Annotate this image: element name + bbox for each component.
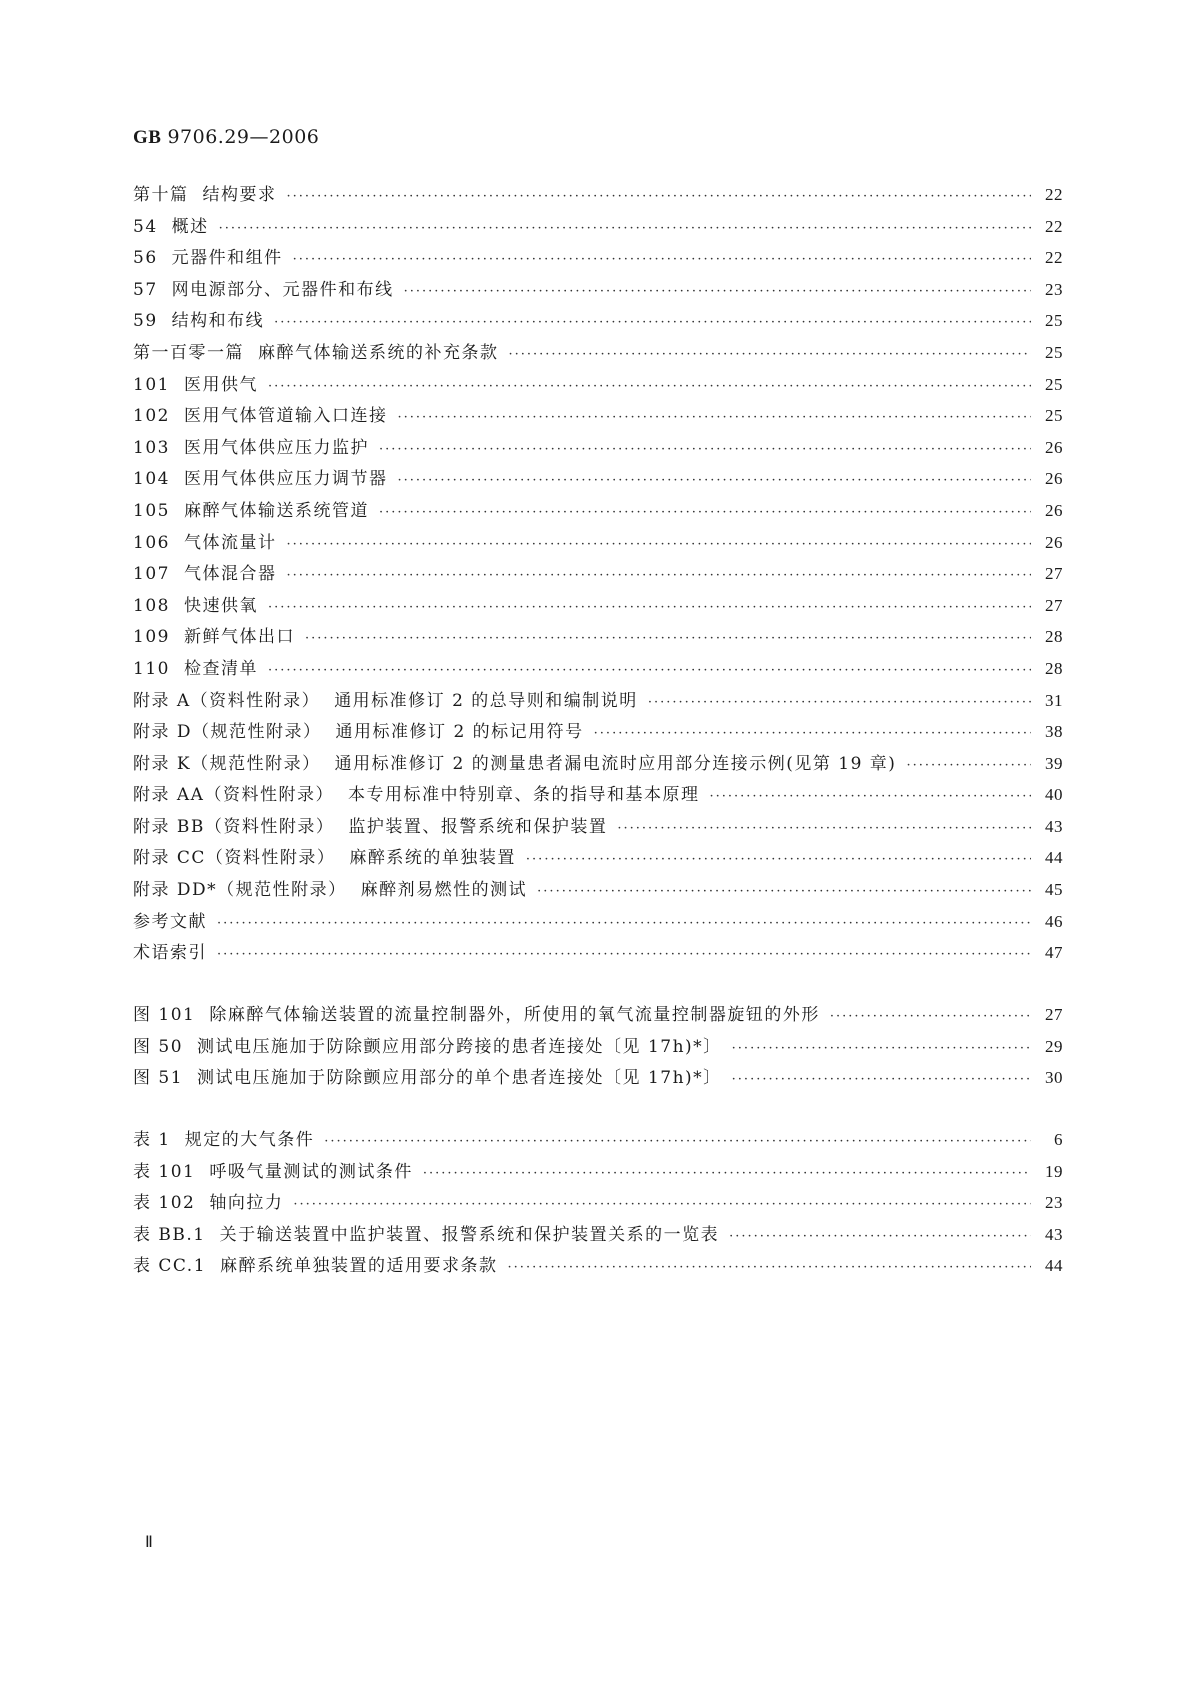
toc-entry-page: 27 bbox=[1045, 564, 1063, 584]
toc-entry-page: 25 bbox=[1045, 311, 1063, 331]
toc-entry-title: 麻醉气体输送系统管道 bbox=[183, 500, 369, 521]
toc-entry[interactable] bbox=[133, 591, 1063, 623]
toc-entry-page: 19 bbox=[1045, 1161, 1063, 1181]
leader-dots bbox=[404, 284, 1031, 299]
toc-entry-page: 27 bbox=[1045, 1005, 1063, 1024]
toc-entry-title: 麻醉气体输送系统的补充条款 bbox=[258, 342, 499, 363]
toc-entry-page: 44 bbox=[1045, 1256, 1063, 1276]
toc-entry-number: 表 CC.1 bbox=[133, 1256, 207, 1277]
toc-entry-number: 109 bbox=[133, 627, 170, 648]
toc-entry-title: 新鲜气体出口 bbox=[183, 627, 295, 648]
page-number-footer: Ⅱ bbox=[145, 1534, 153, 1551]
toc-entry-number: 105 bbox=[133, 500, 170, 521]
toc-entry-title: 概述 bbox=[171, 216, 209, 237]
toc-entry[interactable] bbox=[133, 1032, 1063, 1064]
leader-dots bbox=[537, 884, 1031, 899]
leader-dots bbox=[508, 1260, 1031, 1275]
toc-entry[interactable] bbox=[133, 370, 1063, 402]
toc-entry-page: 23 bbox=[1045, 1193, 1063, 1213]
toc-entry-title: 通用标准修订 2 的总导则和编制说明 bbox=[334, 690, 638, 711]
toc-entry-title: 除麻醉气体输送装置的流量控制器外，所使用的氧气流量控制器旋钮的外形 bbox=[209, 1005, 820, 1025]
toc-figures-list bbox=[133, 1000, 1063, 1095]
toc-entry-number: 附录 AA（资料性附录） bbox=[133, 785, 334, 806]
toc-entry[interactable] bbox=[133, 907, 1063, 939]
leader-dots bbox=[293, 252, 1031, 267]
toc-entry-title: 监护装置、报警系统和保护装置 bbox=[348, 816, 608, 837]
toc-entry-title: 本专用标准中特别章、条的指导和基本原理 bbox=[347, 785, 700, 806]
toc-entry[interactable] bbox=[133, 338, 1063, 370]
toc-entry-title: 术语索引 bbox=[133, 943, 207, 964]
leader-dots bbox=[268, 600, 1031, 615]
toc-entry[interactable] bbox=[133, 306, 1063, 338]
leader-dots bbox=[305, 631, 1031, 646]
toc-entry-title: 气体流量计 bbox=[183, 532, 277, 553]
toc-entry-number: 附录 DD*（规范性附录） bbox=[133, 880, 347, 901]
toc-entry-number: 附录 CC（资料性附录） bbox=[133, 848, 336, 869]
leader-dots bbox=[648, 695, 1031, 710]
toc-entry-page: 27 bbox=[1045, 595, 1063, 615]
toc-entry-page: 46 bbox=[1045, 911, 1063, 931]
leader-dots bbox=[286, 537, 1031, 552]
toc-entry-page: 43 bbox=[1045, 816, 1063, 836]
toc-entry[interactable] bbox=[133, 275, 1063, 307]
leader-dots bbox=[906, 758, 1031, 773]
toc-entry-title: 规定的大气条件 bbox=[184, 1130, 315, 1150]
toc-entry-title: 麻醉系统单独装置的适用要求条款 bbox=[220, 1256, 498, 1277]
toc-entry[interactable] bbox=[133, 875, 1063, 907]
toc-entry[interactable] bbox=[133, 1157, 1063, 1189]
leader-dots bbox=[397, 410, 1031, 425]
toc-entry-title: 医用气体供应压力调节器 bbox=[183, 469, 388, 490]
toc-entry-title: 测试电压施加于防除颤应用部分的单个患者连接处〔见 17h)*〕 bbox=[197, 1068, 722, 1089]
toc-entry[interactable] bbox=[133, 1188, 1063, 1220]
toc-entry-number: 101 bbox=[133, 374, 170, 395]
leader-dots bbox=[379, 442, 1031, 457]
toc-entry[interactable] bbox=[133, 212, 1063, 244]
toc-entry-page: 47 bbox=[1045, 943, 1063, 963]
toc-entry-page: 40 bbox=[1045, 785, 1063, 805]
leader-dots bbox=[268, 379, 1031, 394]
toc-entry[interactable] bbox=[133, 401, 1063, 433]
leader-dots bbox=[729, 1229, 1031, 1244]
toc-entry-page: 6 bbox=[1054, 1130, 1063, 1149]
toc-entry-title: 通用标准修订 2 的测量患者漏电流时应用部分连接示例(见第 19 章) bbox=[334, 753, 897, 774]
leader-dots bbox=[397, 473, 1031, 488]
leader-dots bbox=[617, 821, 1031, 836]
toc-entry-page: 28 bbox=[1045, 658, 1063, 678]
toc-entry-title: 结构和布线 bbox=[171, 311, 265, 332]
toc-entry-number: 108 bbox=[133, 595, 170, 616]
leader-dots bbox=[526, 852, 1031, 867]
toc-entry-number: 107 bbox=[133, 564, 170, 585]
leader-dots bbox=[268, 663, 1031, 678]
toc-entry[interactable] bbox=[133, 717, 1063, 749]
toc-entry[interactable] bbox=[133, 1125, 1063, 1157]
leader-dots bbox=[217, 916, 1031, 931]
toc-entry[interactable] bbox=[133, 1063, 1063, 1095]
leader-dots bbox=[217, 947, 1031, 962]
leader-dots bbox=[287, 189, 1032, 204]
toc-entry-number: 图 101 bbox=[133, 1005, 196, 1025]
toc-entry-page: 22 bbox=[1045, 216, 1063, 236]
toc-entry-page: 43 bbox=[1045, 1224, 1063, 1244]
toc-entry-number: 附录 A（资料性附录） bbox=[133, 690, 321, 711]
toc-entry-page: 25 bbox=[1045, 342, 1063, 362]
toc-entry-number: 106 bbox=[133, 532, 170, 553]
standard-prefix: GB bbox=[133, 127, 162, 148]
toc-entry[interactable] bbox=[133, 243, 1063, 275]
leader-dots bbox=[709, 789, 1031, 804]
toc-entry-title: 快速供氧 bbox=[183, 595, 258, 616]
leader-dots bbox=[274, 315, 1031, 330]
toc-entry[interactable] bbox=[133, 180, 1063, 212]
toc-entry-title: 结构要求 bbox=[202, 185, 277, 205]
toc-entry-page: 44 bbox=[1045, 848, 1063, 868]
toc-entry-page: 45 bbox=[1045, 880, 1063, 900]
toc-entry-title: 呼吸气量测试的测试条件 bbox=[209, 1161, 413, 1182]
toc-entry[interactable] bbox=[133, 654, 1063, 686]
toc-entry-number: 102 bbox=[133, 406, 170, 427]
toc-entry-page: 29 bbox=[1045, 1036, 1063, 1056]
toc-entry-page: 31 bbox=[1045, 690, 1063, 710]
toc-entry-title: 测试电压施加于防除颤应用部分跨接的患者连接处〔见 17h)*〕 bbox=[197, 1036, 722, 1057]
toc-entry[interactable] bbox=[133, 812, 1063, 844]
toc-entry-page: 28 bbox=[1045, 627, 1063, 647]
toc-entry-page: 26 bbox=[1045, 500, 1063, 520]
toc-entry-number: 附录 D（规范性附录） bbox=[133, 722, 322, 743]
toc-entry[interactable] bbox=[133, 622, 1063, 654]
leader-dots bbox=[379, 505, 1031, 520]
toc-entry[interactable] bbox=[133, 686, 1063, 718]
document-header bbox=[133, 126, 319, 149]
toc-entry-title: 医用气体管道输入口连接 bbox=[183, 406, 388, 427]
toc-entry[interactable] bbox=[133, 433, 1063, 465]
toc-entry-page: 26 bbox=[1045, 437, 1063, 457]
toc-entry-title: 轴向拉力 bbox=[209, 1193, 284, 1214]
leader-dots bbox=[732, 1041, 1031, 1056]
toc-entry[interactable] bbox=[133, 528, 1063, 560]
toc-entry-page: 26 bbox=[1045, 532, 1063, 552]
leader-dots bbox=[219, 221, 1031, 236]
toc-entry-number: 附录 K（规范性附录） bbox=[133, 753, 321, 774]
toc-entry-number: 59 bbox=[133, 311, 158, 332]
toc-main-list bbox=[133, 180, 1063, 970]
leader-dots bbox=[830, 1009, 1031, 1024]
leader-dots bbox=[423, 1166, 1031, 1181]
toc-entry-page: 26 bbox=[1045, 469, 1063, 489]
toc-entry-title: 医用气体供应压力监护 bbox=[183, 437, 369, 458]
toc-entry-page: 30 bbox=[1045, 1068, 1063, 1088]
toc-entry-title: 医用供气 bbox=[183, 374, 258, 395]
toc-entry-page: 22 bbox=[1045, 185, 1063, 204]
toc-tables-list bbox=[133, 1125, 1063, 1283]
toc-entry[interactable] bbox=[133, 1251, 1063, 1283]
toc-entry-number: 表 BB.1 bbox=[133, 1224, 206, 1245]
toc-entry[interactable] bbox=[133, 938, 1063, 970]
toc-entry-title: 气体混合器 bbox=[183, 564, 277, 585]
leader-dots bbox=[293, 1197, 1031, 1212]
toc-entry-number: 图 51 bbox=[133, 1068, 184, 1089]
toc-entry-number: 第十篇 bbox=[133, 185, 189, 205]
toc-entry-page: 23 bbox=[1045, 279, 1063, 299]
toc-entry[interactable] bbox=[133, 559, 1063, 591]
toc-entry[interactable] bbox=[133, 1000, 1063, 1032]
toc-entry-page: 38 bbox=[1045, 722, 1063, 742]
toc-entry-number: 表 1 bbox=[133, 1130, 171, 1150]
leader-dots bbox=[594, 726, 1031, 741]
toc-entry-page: 25 bbox=[1045, 406, 1063, 426]
standard-number: 9706.29—2006 bbox=[167, 126, 320, 148]
toc-entry-number: 表 102 bbox=[133, 1193, 196, 1214]
toc-entry-number: 56 bbox=[133, 248, 158, 269]
toc-entry[interactable] bbox=[133, 749, 1063, 781]
toc-entry[interactable] bbox=[133, 1220, 1063, 1252]
toc-entry-title: 检查清单 bbox=[183, 658, 258, 679]
leader-dots bbox=[286, 568, 1031, 583]
toc-entry-page: 25 bbox=[1045, 374, 1063, 394]
toc-entry-title: 参考文献 bbox=[133, 911, 207, 932]
toc-entry[interactable] bbox=[133, 496, 1063, 528]
toc-entry-number: 110 bbox=[133, 658, 170, 679]
toc-entry-number: 104 bbox=[133, 469, 170, 490]
toc-entry-number: 54 bbox=[133, 216, 158, 237]
leader-dots bbox=[324, 1134, 1031, 1149]
toc-entry-number: 第一百零一篇 bbox=[133, 342, 244, 363]
toc-entry[interactable] bbox=[133, 843, 1063, 875]
toc-entry-title: 元器件和组件 bbox=[171, 248, 283, 269]
leader-dots bbox=[509, 347, 1032, 362]
toc-entry-number: 图 50 bbox=[133, 1036, 184, 1057]
toc-entry-number: 57 bbox=[133, 279, 158, 300]
toc-entry-title: 麻醉系统的单独装置 bbox=[349, 848, 516, 869]
leader-dots bbox=[732, 1072, 1031, 1087]
toc-entry-title: 关于输送装置中监护装置、报警系统和保护装置关系的一览表 bbox=[219, 1224, 720, 1245]
toc-entry-number: 表 101 bbox=[133, 1161, 196, 1182]
toc-entry-number: 附录 BB（资料性附录） bbox=[133, 816, 335, 837]
toc-entry-page: 22 bbox=[1045, 248, 1063, 268]
toc-entry-title: 通用标准修订 2 的标记用符号 bbox=[335, 722, 584, 743]
toc-entry[interactable] bbox=[133, 464, 1063, 496]
toc-entry-title: 麻醉剂易燃性的测试 bbox=[360, 880, 528, 901]
toc-entry-number: 103 bbox=[133, 437, 170, 458]
toc-entry[interactable] bbox=[133, 780, 1063, 812]
toc-entry-page: 39 bbox=[1045, 753, 1063, 773]
toc-entry-title: 网电源部分、元器件和布线 bbox=[171, 279, 394, 300]
